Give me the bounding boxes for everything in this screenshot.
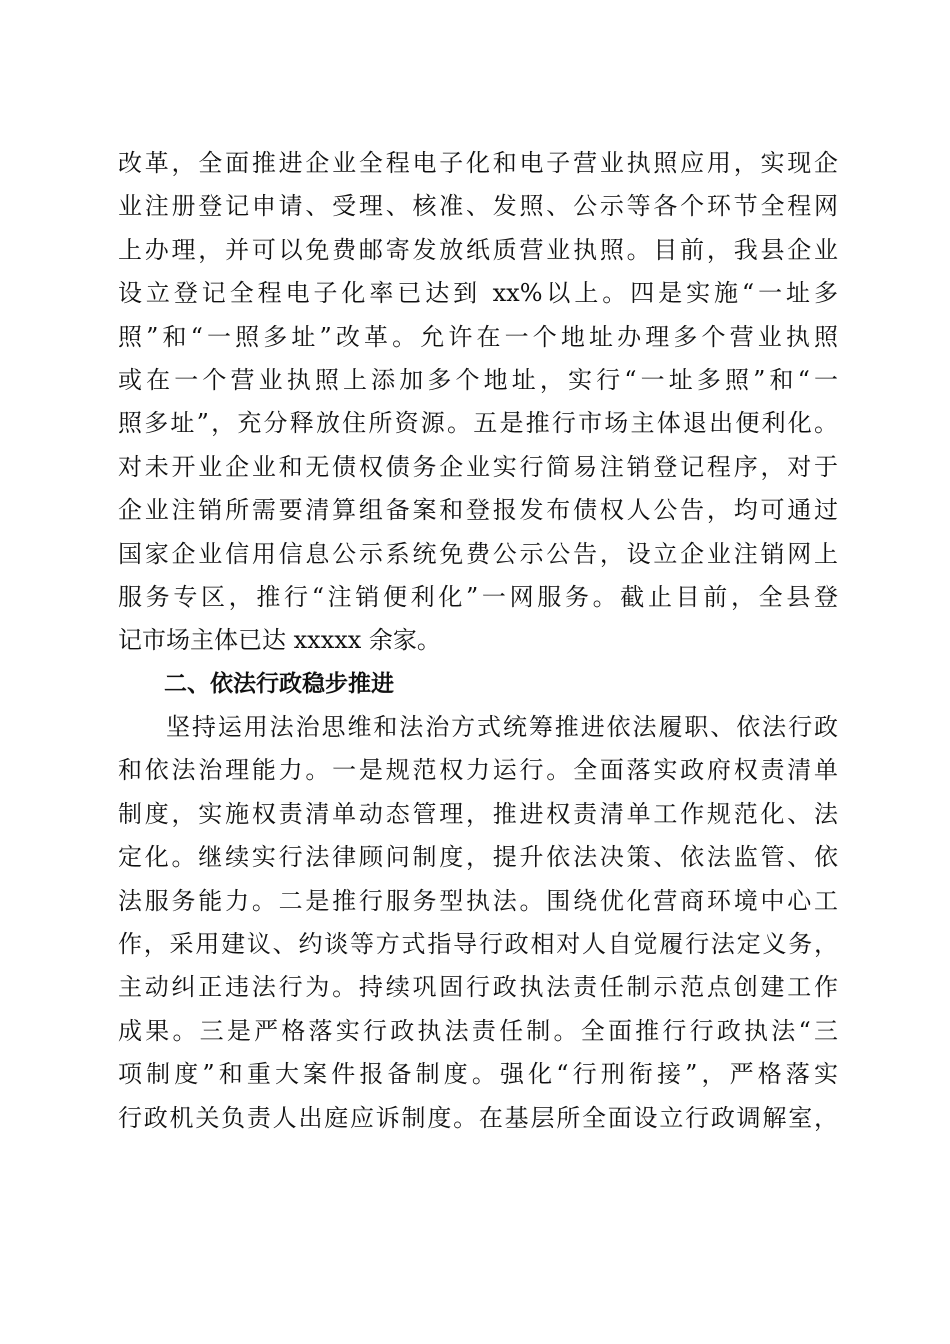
text-line: 主动纠正违法行为。持续巩固行政执法责任制示范点创建工作 [118, 973, 838, 1002]
text-line: 国家企业信用信息公示系统免费公示公告，设立企业注销网上 [118, 539, 838, 568]
section-heading: 二、依法行政稳步推进 [164, 670, 394, 697]
text-line: 照”和“一照多址”改革。允许在一个地址办理多个营业执照 [118, 322, 838, 351]
text-line: 和依法治理能力。一是规范权力运行。全面落实政府权责清单 [118, 756, 838, 785]
text-line: 上办理，并可以免费邮寄发放纸质营业执照。目前，我县企业 [118, 235, 838, 264]
text-line: 业注册登记申请、受理、核准、发照、公示等各个环节全程网 [118, 192, 838, 221]
text-line: 制度，实施权责清单动态管理，推进权责清单工作规范化、法 [118, 799, 838, 828]
text-line: 法服务能力。二是推行服务型执法。围绕优化营商环境中心工 [118, 886, 838, 915]
text-line: 定化。继续实行法律顾问制度，提升依法决策、依法监管、依 [118, 843, 838, 872]
paragraph-business-registration [118, 142, 838, 663]
text-line: 照多址”，充分释放住所资源。五是推行市场主体退出便利化。 [118, 409, 838, 438]
text-line: 对未开业企业和无债权债务企业实行简易注销登记程序，对于 [118, 452, 838, 481]
text-line: 企业注销所需要清算组备案和登报发布债权人公告，均可通过 [118, 496, 838, 525]
text-line: 服务专区，推行“注销便利化”一网服务。截止目前，全县登 [118, 582, 838, 611]
text-line: 设立登记全程电子化率已达到 xx%以上。四是实施“一址多 [118, 279, 838, 308]
text-line: 行政机关负责人出庭应诉制度。在基层所全面设立行政调解室， [118, 1103, 838, 1132]
text-line: 成果。三是严格落实行政执法责任制。全面推行行政执法“三 [118, 1016, 838, 1045]
document-body [118, 142, 838, 1140]
text-line: 记市场主体已达 xxxxx 余家。 [118, 626, 441, 655]
text-line: 作，采用建议、约谈等方式指导行政相对人自觉履行法定义务， [118, 930, 838, 959]
text-line: 项制度”和重大案件报备制度。强化“行刑衔接”，严格落实 [118, 1060, 838, 1089]
paragraph-law-based-administration [118, 706, 838, 1140]
text-line: 或在一个营业执照上添加多个地址，实行“一址多照”和“一 [118, 365, 838, 394]
text-line: 改革，全面推进企业全程电子化和电子营业执照应用，实现企 [118, 149, 838, 177]
text-line: 坚持运用法治思维和法治方式统筹推进依法履职、依法行政 [166, 713, 838, 742]
